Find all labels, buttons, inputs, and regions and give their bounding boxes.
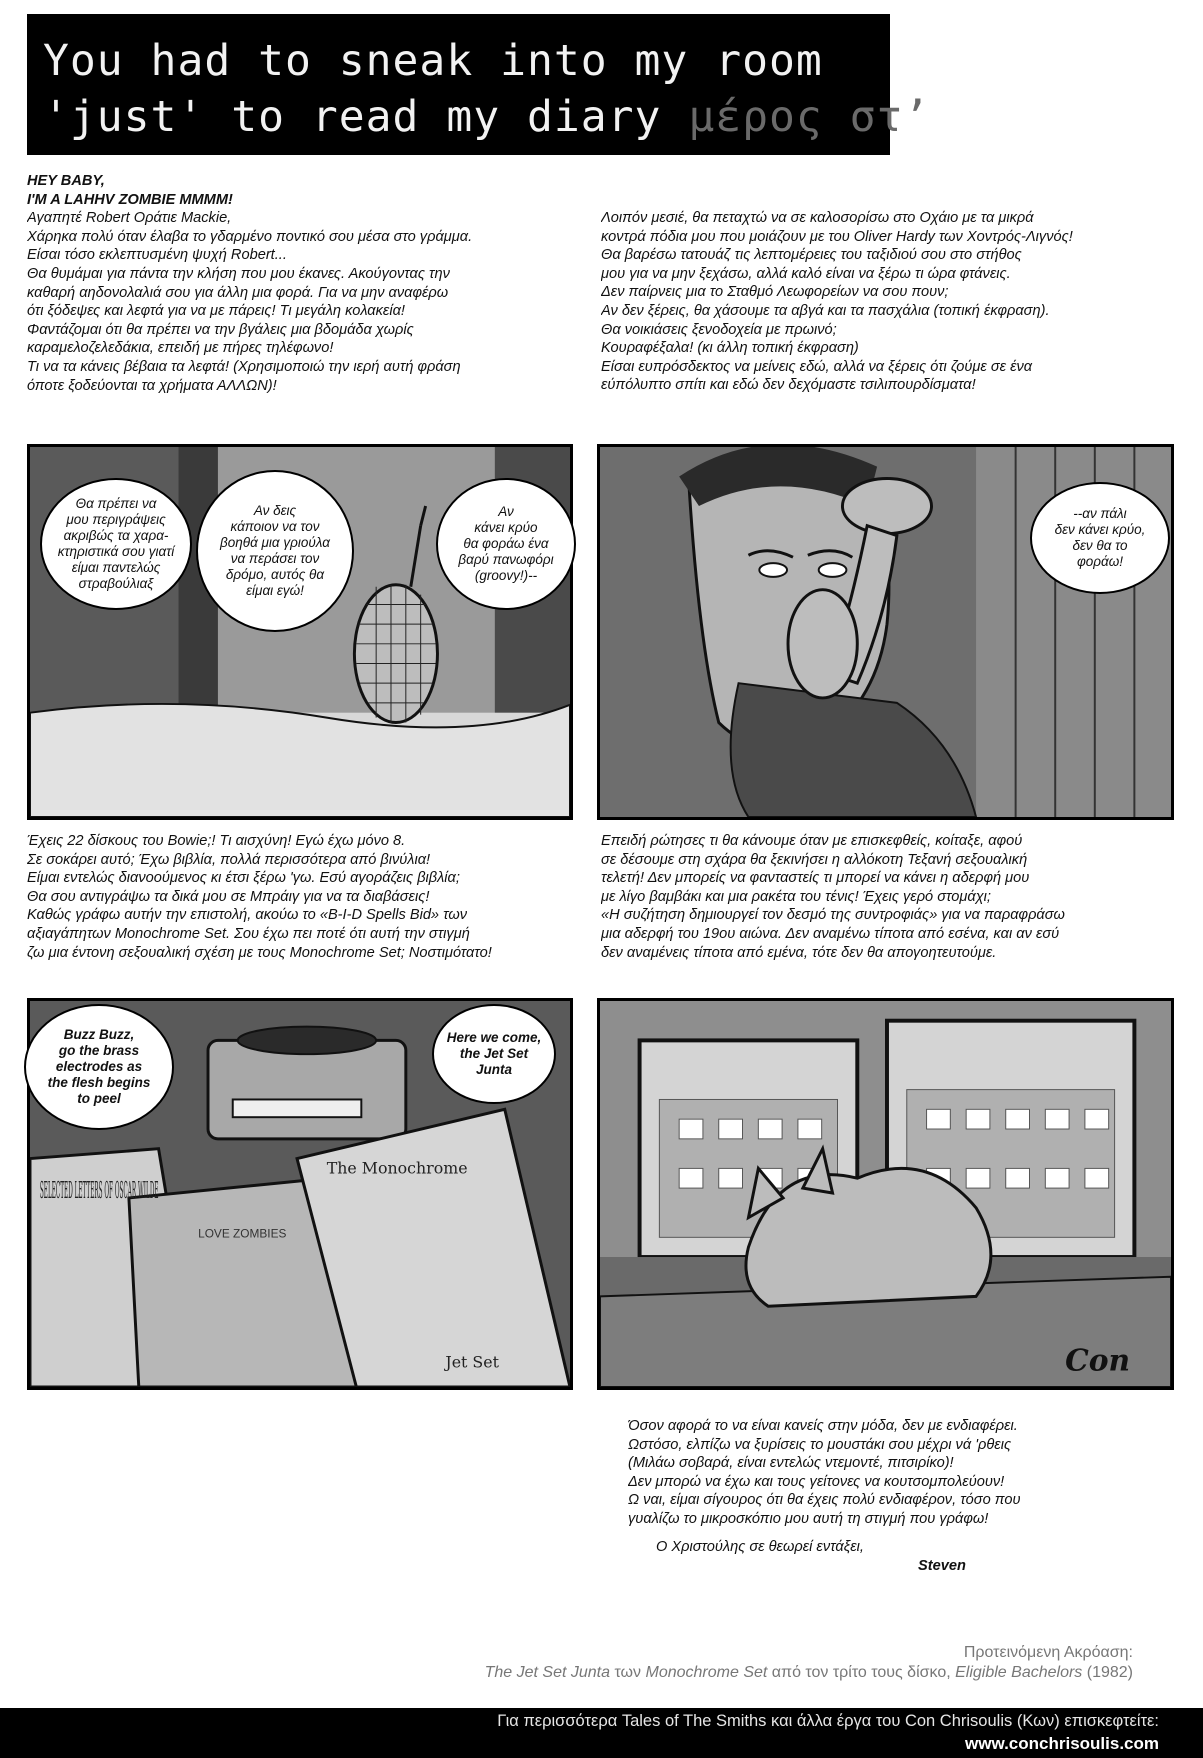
letter-line: HEY BABY, <box>27 173 105 189</box>
letter-line: καραμελοζελεδάκια, επειδή με πήρες τηλέφωνο! <box>27 340 334 357</box>
letter-line: Θα νοικιάσεις ξενοδοχεία με πρωινό; <box>601 321 837 338</box>
recommended-band: Monochrome Set <box>645 1664 768 1681</box>
recommended-label: Προτεινόμενη Ακρόαση: <box>963 1644 1133 1661</box>
letter-line: κοντρά πόδια μου που μοιάζουν με του Oliver Hardy των Χοντρός-Λιγνός! <box>601 228 1073 245</box>
speech-text: Αν δεις κάποιον να τον βοηθά μια γριούλα να περάσει τον δρόμο, αυτός θα είμαι εγώ! <box>220 503 330 598</box>
letter-line: ζω μια έντονη σεξουαλική σχέση με τους Monochrome Set; Νοστιμότατο! <box>27 944 492 961</box>
letter-line: Έχεις 22 δίσκους του Bowie;! Τι αισχύνη! Εγώ έχω μόνο 8. <box>27 833 406 849</box>
record-title-monochrome: The Monochrome <box>326 1158 468 1178</box>
book-title-art: SELECTED LETTERS OF OSCAR WILDE <box>39 1175 159 1204</box>
speech-text: Buzz Buzz, go the brass electrodes as the flesh begins to peel <box>47 1027 151 1106</box>
letter-text-mid-left <box>27 832 587 962</box>
letter-line: Θα θυμάμαι για πάντα την κλήση που μου έκανες. Ακούγοντας την <box>27 265 450 282</box>
letter-line: I'M A LAHHV ZOMBIE MMMM! <box>27 191 233 208</box>
letter-line: Λοιπόν μεσιέ, θα πεταχτώ να σε καλοσορίσω στο Οχάιο με τα μικρά <box>601 210 1034 226</box>
letter-line: γυαλίζω το μικροσκόπιο μου αυτή τη στιγμή που γράφω! <box>628 1510 989 1527</box>
closing-line: Ο Χριστούλης σε θεωρεί εντάξει, <box>656 1539 864 1555</box>
letter-line: Καθώς γράφω αυτήν την επιστολή, ακούω το «B-I-D Spells Bid» των <box>27 907 468 924</box>
letter-line: Δεν παίρνεις μια το Σταθμό Λεωφορείων να σου πουν; <box>601 284 949 301</box>
title-line-2-text: 'just' to read my diary <box>43 92 662 142</box>
letter-line: Θα βαρέσω τατουάζ τις λεπτομέρειες του ταξιδιού σου στο στήθος <box>601 247 1022 264</box>
closing-name: Steven <box>918 1557 966 1574</box>
speech-text: Αν κάνει κρύο θα φοράω ένα βαρύ πανωφόρι (groovy!)-- <box>458 504 554 583</box>
recommended-song: The Jet Set Junta <box>484 1664 611 1681</box>
recommended-from: από τον τρίτο τους δίσκο, <box>767 1664 956 1681</box>
footer-bar <box>0 1708 1203 1758</box>
letter-line: ότι ξόδεψες και λεφτά για να με πάρεις! Τι μεγάλη κολακεία! <box>27 303 405 320</box>
letter-line: Είσαι τόσο εκλεπτυσμένη ψυχή Robert... <box>27 247 287 264</box>
letter-line: (Μιλάω σοβαρά, είναι εντελώς ντεμοντέ, πιτσιρίκο)! <box>628 1455 954 1472</box>
letter-line: Δεν μπορώ να έχω και τους γείτονες να κουτσομπολεύουν! <box>628 1473 1005 1490</box>
letter-line: Αγαπητέ Robert Οράτιε Mackie, <box>27 210 232 227</box>
letter-line: αξιαγάπητων Monochrome Set. Σου έχω πει ποτέ ότι αυτή την στιγμή <box>27 925 470 942</box>
letter-line: Χάρηκα πολύ όταν έλαβα το γδαρμένο ποντικό σου μέσα στο γράμμα. <box>27 228 473 245</box>
title-line-2 <box>43 92 930 142</box>
speech-bubble <box>196 470 354 632</box>
comic-panel-4 <box>597 998 1174 1390</box>
letter-line: Επειδή ρώτησες τι θα κάνουμε όταν με επισκεφθείς, κοίταξε, αφού <box>601 833 1023 849</box>
speech-bubble <box>24 1004 174 1130</box>
letter-line: Θα σου αντιγράψω τα δικά μου σε Μπράιγ για να τα διαβάσεις! <box>27 888 430 905</box>
letter-line: μου για να μην ξεχάσω, αλλά καλό είναι να ξέρω τι ώρα φτάνεις. <box>601 265 1011 282</box>
recommended-of: των <box>610 1664 646 1681</box>
speech-bubble <box>40 478 192 610</box>
letter-line: τελετή! Δεν μπορείς να φανταστείς τι μπορεί να κάνει η αδερφή μου <box>601 870 1030 887</box>
letter-line: σε δέσουμε στη σχάρα θα ξεκινήσει η αλλόκοτη Τεξανή σεξουαλική <box>601 851 1028 868</box>
recommended-details <box>485 1663 1133 1683</box>
letter-line: όποτε ξοδεύονται τα χρήματα ΑΛΛΩΝ)! <box>27 377 277 394</box>
recommended-year: (1982) <box>1082 1664 1133 1681</box>
record-title-jet-set: Jet Set <box>445 1352 499 1372</box>
letter-line: Τι να τα κάνεις βέβαια τα λεφτά! (Χρησιμοποιώ την ιερή αυτή φράση <box>27 358 461 375</box>
recommended-listening <box>485 1643 1133 1683</box>
speech-bubble <box>1030 482 1170 594</box>
letter-text-bottom-right <box>628 1417 1173 1529</box>
speech-text: --αν πάλι δεν κάνει κρύο, δεν θα το φοράω! <box>1054 506 1146 569</box>
letter-line: μια αδερφή του 19ου αιώνα. Δεν αναμένω τίποτα από εσένα, και αν εσύ <box>601 925 1060 942</box>
letter-line: Αν δεν ξέρεις, θα χάσουμε τα αβγά και τα πασχάλια (τοπική έκφραση). <box>601 302 1050 319</box>
speech-bubble <box>436 478 576 610</box>
letter-line: Φαντάζομαι ότι θα πρέπει να την βγάλεις μια βδομάδα χωρίς <box>27 321 414 338</box>
letter-line: καθαρή αηδονολαλιά σου για άλλη μια φορά. Για να μην αναφέρω <box>27 284 449 301</box>
letter-line: «Η συζήτηση δημιουργεί τον δεσμό της συντροφιάς» για να παραφράσω <box>601 907 1065 924</box>
letter-line: Είμαι εντελώς διανοούμενος κι έτσι ξέρω 'γω. Εσύ αγοράζεις βιβλία; <box>27 870 460 887</box>
title-line-1: You had to sneak into my room <box>43 36 823 86</box>
letter-line: δεν αναμένεις τίποτα από εμένα, τότε δεν θα απογοητευτούμε. <box>601 944 997 961</box>
letter-line: Είσαι ευπρόσδεκτος να μείνεις εδώ, αλλά να ξέρεις ότι ζούμε σε ένα <box>601 358 1033 375</box>
letter-line: εύπόλυπτο σπίτι και εδώ δεν δεχόμαστε τσιλιπουρδίσματα! <box>601 377 976 394</box>
speech-text: Θα πρέπει να μου περιγράψεις ακριβώς τα χαρα- κτηριστικά σου γιατί είμαι παντελώς στραβούλιαξ <box>57 496 175 591</box>
letter-line: Κουραφέξαλα! (κι άλλη τοπική έκφραση) <box>601 340 859 357</box>
letter-line: με λίγο βαμβάκι και μια ρακέτα του τένις! Έχεις γερό στομάχι; <box>601 888 991 905</box>
letter-closing <box>656 1538 1016 1575</box>
panel-4-artwork <box>600 1001 1171 1387</box>
recommended-album: Eligible Bachelors <box>955 1664 1083 1681</box>
footer-text: Για περισσότερα Tales of The Smiths και άλλα έργα του Con Chrisoulis (Κων) επισκεφτείτε: <box>497 1712 1159 1730</box>
title-banner <box>27 14 931 155</box>
title-part-number: μέρος στ’ <box>688 92 931 142</box>
speech-text: Here we come, the Jet Set Junta <box>446 1030 542 1077</box>
artist-signature: Con <box>1065 1342 1131 1378</box>
letter-line: Όσον αφορά το να είναι κανείς στην μόδα, δεν με ενδιαφέρει. <box>628 1418 1018 1434</box>
letter-text-top-left <box>27 172 587 395</box>
letter-line: Ω ναι, είμαι σίγουρος ότι θα έχεις πολύ ενδιαφέρον, τόσο που <box>628 1492 1021 1509</box>
letter-text-mid-right <box>601 832 1171 962</box>
letter-line: Ωστόσο, ελπίζω να ξυρίσεις το μουστάκι σου μέχρι νά 'ρθεις <box>628 1436 1012 1453</box>
record-title-love-zombies: LOVE ZOMBIES <box>198 1226 287 1241</box>
footer-website-link[interactable]: www.conchrisoulis.com <box>965 1734 1159 1753</box>
speech-bubble <box>432 1004 556 1104</box>
letter-text-top-right <box>601 209 1171 395</box>
letter-line: Σε σοκάρει αυτό; Έχω βιβλία, πολλά περισσότερα από βινύλια! <box>27 851 431 868</box>
